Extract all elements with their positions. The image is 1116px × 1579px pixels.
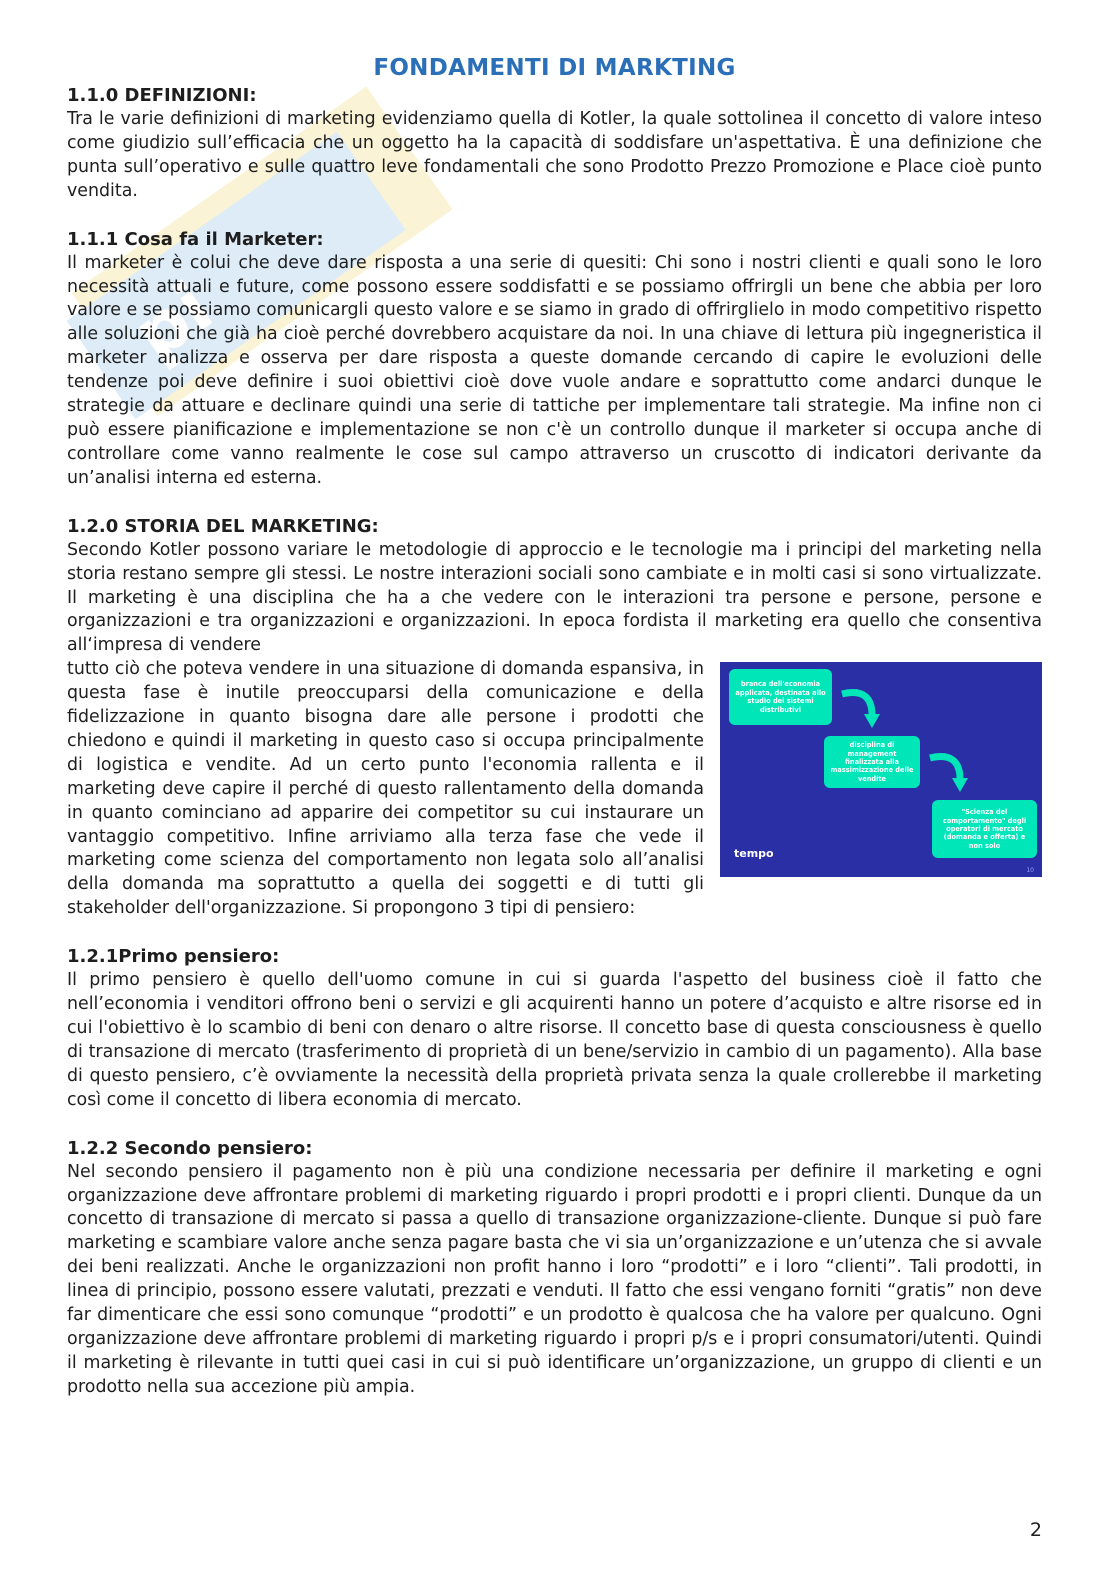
page-title: FONDAMENTI DI MARKTING (373, 55, 736, 81)
section-heading-secondo-pensiero: 1.2.2 Secondo pensiero: (67, 1137, 313, 1159)
section-text-storia: Secondo Kotler possono variare le metodologie di approccio e le tecnologie ma i principi del marketing nella storia restano sempre gli stessi. Le nostre interazioni sociali sono cambiate e in molti casi si sono virtualizzate. Il marketing è una disciplina che ha a che vedere con le interazioni tra persone e persone, persone e organizzazioni e tra organizzazioni e organizzazioni. In epoca fordista il marketing era quello che consentiva all‘impresa di vendere (67, 539, 1042, 656)
section-heading-marketer: 1.1.1 Cosa fa il Marketer: (67, 228, 324, 250)
figure-box-economia: branca dell'economia applicata, destinata allo studio dei sistemi distributivi (729, 669, 832, 725)
section-heading-primo-pensiero: 1.2.1Primo pensiero: (67, 946, 280, 968)
svg-text:pi: pi (119, 266, 227, 376)
section-text-primo-pensiero: Il primo pensiero è quello dell'uomo comune in cui si guarda l'aspetto del business cioè il fatto che nell’economia i venditori offrono beni o servizi e gli acquirenti hanno un potere d’acquisto e altre risorse ed in cui l'obiettivo è lo scambio di beni con denaro o altre risorse. Il concetto base di questa consciousness è quello di transazione di mercato (trasferimento di proprietà di un bene/servizio in cambio di un pagamento). Alla base di questo pensiero, c’è ovviamente la necessità della proprietà privata senza la quale crollerebbe il marketing così come il concetto di libera economia di mercato. (67, 970, 1042, 1110)
figure-slide-number: 10 (1026, 867, 1034, 875)
section-heading-definizioni: 1.1.0 DEFINIZIONI: (67, 85, 257, 106)
section-text-storia-continued: tutto ciò che poteva vendere in una situazione di domanda espansiva, in questa fase è inutile preoccuparsi della comunicazione e della fidelizzazione in quanto bisogna dare alle persone i prodotti che chiedono e quindi il marketing in questo caso si occupa principalmente di logistica e vendite. Ad un certo punto l'economia rallenta e il marketing deve capire il perché di questo rallentamento della domanda in quanto cominciano ad apparire dei competitor su cui instaurare un vantaggio competitivo. Infine arriviamo alla terza fase che vede il marketing come scienza del comportamento non legata solo all’analisi della domanda ma soprattutto a quella dei soggetti e di tutti gli stakeholder dell'organizzazione. Si propongono 3 tipi di pensiero: (67, 659, 704, 919)
figure-axis-label: tempo (734, 847, 774, 861)
section-heading-storia: 1.2.0 STORIA DEL MARKETING: (67, 515, 379, 537)
page-number: 2 (1029, 1519, 1042, 1541)
section-text-definizioni: Tra le varie definizioni di marketing evidenziamo quella di Kotler, la quale sottolinea il concetto di valore inteso come giudizio sull’efficacia che un oggetto ha la capacità di soddisfare un'aspettativa. È una definizione che punta sull’operativo e sulle quattro leve fondamentali che sono Prodotto Prezzo Promozione e Place cioè punto vendita. (67, 109, 1042, 201)
section-text-secondo-pensiero: Nel secondo pensiero il pagamento non è più una condizione necessaria per definire il marketing e ogni organizzazione deve affrontare problemi di marketing riguardo i propri prodotti e i propri clienti. Dunque da un concetto di transazione di mercato si passa a quello di transazione organizzazione-cliente. Dunque si può fare marketing e scambiare valore anche senza pagare basta che vi sia un’organizzazione e un’utenza che si avvale dei beni realizzati. Anche le organizzazioni non profit hanno i loro “prodotti” e i loro “clienti”. Tali prodotti, in linea di principio, possono essere valutati, prezzati e venduti. Il fatto che essi vengano forniti “gratis” non deve far dimenticare che essi sono comunque “prodotti” e un prodotto è qualcosa che ha valore per qualcuno. Ogni organizzazione deve affrontare problemi di marketing riguardo i propri p/s e i propri consumatori/utenti. Quindi il marketing è rilevante in tutti quei casi in cui si può identificare un’organizzazione, un gruppo di clienti e un prodotto nella sua accezione più ampia. (67, 1161, 1042, 1397)
curved-arrow-icon (926, 746, 974, 794)
section-text-marketer: Il marketer è colui che deve dare risposta a una serie di quesiti: Chi sono i nostri clienti e quali sono le loro necessità attuali e future, come possono essere soddisfatti e se possiamo offrirgli un bene che abbia per loro valore e se possiamo comunicargli questo valore e se siamo in grado di offrirglielo in modo competitivo rispetto alle soluzioni che già ha cioè perché dovrebbero acquistare da noi. In una chiave di lettura più ingegneristica il marketer analizza e osserva per dare risposta a queste domande cercando di capire le evoluzioni delle tendenze poi deve definire i suoi obiettivi cioè dove vuole andare e soprattutto come andarci dunque le strategie da attuare e declinare quindi una serie di tattiche per implementare tali strategie. Ma infine non ci può essere pianificazione e implementazione se non c'è un controllo dunque il marketer si occupa anche di controllare come vanno realmente le cose sul campo attraverso un cruscotto di indicatori derivante da un’analisi interna ed esterna. (67, 252, 1042, 488)
page-content (67, 52, 1042, 1400)
figure-box-scienza: "Scienza del comportamento" degli operatori di mercato (domanda e offerta) e non solo (932, 800, 1037, 858)
figure-box-management: disciplina di management finalizzata alla massimizzazione delle vendite (824, 736, 920, 788)
curved-arrow-icon (838, 682, 886, 730)
marketing-evolution-figure (720, 662, 1042, 877)
